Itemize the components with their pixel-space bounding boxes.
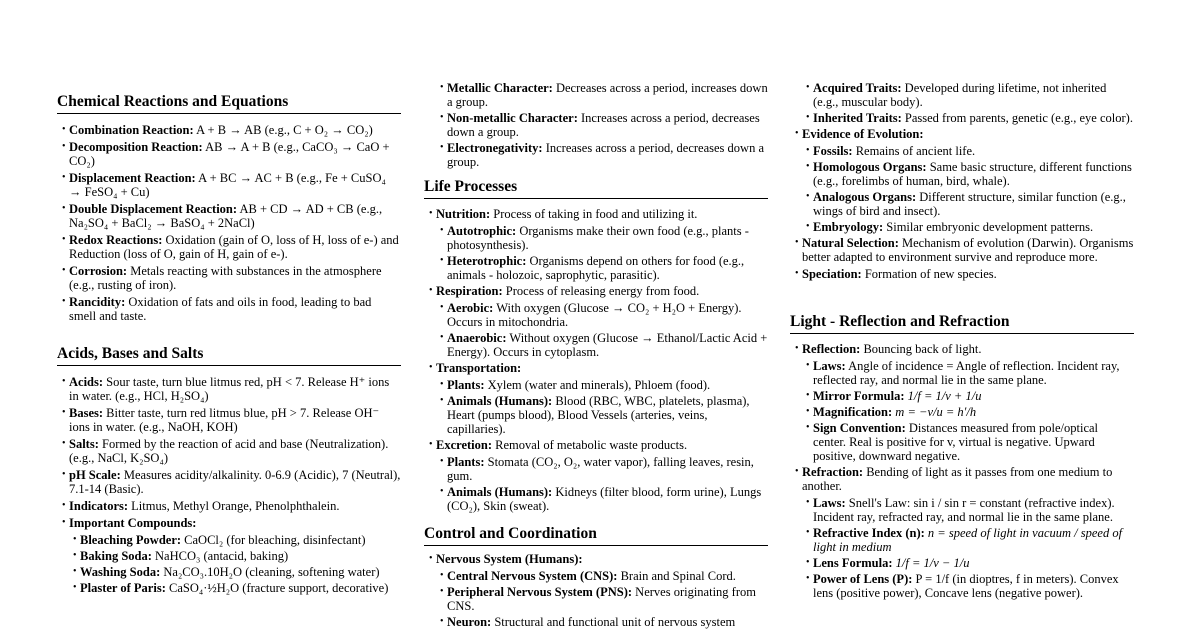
list-item: • Washing Soda: Na₂CO₃.10H₂O (cleaning, softening water) (57, 565, 401, 579)
list-item: • Laws: Angle of incidence = Angle of reflection. Incident ray, reflected ray, and normal lie in the same plane. (790, 359, 1134, 387)
list-item: • Nervous System (Humans): (424, 552, 768, 566)
list-light (790, 342, 1134, 602)
list-item: • Inherited Traits: Passed from parents, genetic (e.g., eye color). (790, 111, 1134, 125)
list-item: • Analogous Organs: Different structure, similar function (e.g., wings of bird and insect). (790, 190, 1134, 218)
list-chemical-reactions (57, 123, 401, 326)
list-item: • Lens Formula: 1/f = 1/v − 1/u (790, 556, 1134, 570)
list-life-processes (424, 207, 768, 515)
list-item: • Nutrition: Process of taking in food and utilizing it. (424, 207, 768, 221)
list-item: • Laws: Snell's Law: sin i / sin r = constant (refractive index). Incident ray, refracted ray, and normal lie in the same plane. (790, 496, 1134, 524)
list-item: • Refractive Index (n): n = speed of light in vacuum / speed of light in medium (790, 526, 1134, 554)
list-item: • Heterotrophic: Organisms depend on others for food (e.g., animals - holozoic, saprophytic, parasitic). (424, 254, 768, 282)
list-item: • Displacement Reaction: A + BC → AC + B (e.g., Fe + CuSO₄ → FeSO₄ + Cu) (57, 171, 401, 199)
list-item: • Magnification: m = −v/u = h′/h (790, 405, 1134, 419)
list-item: • Animals (Humans): Kidneys (filter blood, form urine), Lungs (CO₂), Skin (sweat). (424, 485, 768, 513)
list-item: • Aerobic: With oxygen (Glucose → CO₂ + H₂O + Energy). Occurs in mitochondria. (424, 301, 768, 329)
list-item: • Transportation: (424, 361, 768, 375)
section-title-chemical-reactions: Chemical Reactions and Equations (57, 93, 401, 114)
list-item: • Fossils: Remains of ancient life. (790, 144, 1134, 158)
list-item: • Rancidity: Oxidation of fats and oils in food, leading to bad smell and taste. (57, 295, 401, 323)
list-item: • Acquired Traits: Developed during lifetime, not inherited (e.g., muscular body). (790, 81, 1134, 109)
list-item: • Peripheral Nervous System (PNS): Nerves originating from CNS. (424, 585, 768, 613)
list-control-coordination (424, 552, 768, 631)
list-item: • Bleaching Powder: CaOCl₂ (for bleaching, disinfectant) (57, 533, 401, 547)
list-acids-bases (57, 375, 401, 597)
list-item: • Homologous Organs: Same basic structure, different functions (e.g., forelimbs of human, bird, whale). (790, 160, 1134, 188)
list-item: • Plaster of Paris: CaSO₄·½H₂O (fracture support, decorative) (57, 581, 401, 595)
list-item: • Central Nervous System (CNS): Brain and Spinal Cord. (424, 569, 768, 583)
list-item: • pH Scale: Measures acidity/alkalinity. 0-6.9 (Acidic), 7 (Neutral), 7.1-14 (Basic). (57, 468, 401, 496)
section-title-acids-bases: Acids, Bases and Salts (57, 345, 401, 366)
list-item: • Neuron: Structural and functional unit of nervous system (424, 615, 768, 629)
list-item: • Acids: Sour taste, turn blue litmus red, pH < 7. Release H⁺ ions in water. (e.g., HCl, H₂SO₄) (57, 375, 401, 403)
list-heredity-evolution (790, 81, 1134, 284)
list-item: • Natural Selection: Mechanism of evolution (Darwin). Organisms better adapted to environment survive and reproduce more. (790, 236, 1134, 264)
list-item: • Respiration: Process of releasing energy from food. (424, 284, 768, 298)
list-item: • Excretion: Removal of metabolic waste products. (424, 438, 768, 452)
list-item: • Embryology: Similar embryonic development patterns. (790, 220, 1134, 234)
list-item: • Important Compounds: (57, 516, 401, 530)
list-item: • Power of Lens (P): P = 1/f (in dioptres, f in meters). Convex lens (positive power), Concave lens (negative power). (790, 572, 1134, 600)
list-item: • Refraction: Bending of light as it passes from one medium to another. (790, 465, 1134, 493)
list-item: • Sign Convention: Distances measured from pole/optical center. Real is positive for v, virtual is negative. Upward positive, downward negative. (790, 421, 1134, 463)
list-item: • Salts: Formed by the reaction of acid and base (Neutralization). (e.g., NaCl, K₂SO₄) (57, 437, 401, 465)
section-title-control-coordination: Control and Coordination (424, 525, 768, 546)
list-item: • Anaerobic: Without oxygen (Glucose → Ethanol/Lactic Acid + Energy). Occurs in cytoplasm. (424, 331, 768, 359)
list-periodic-trends (424, 81, 768, 171)
list-item: • Bases: Bitter taste, turn red litmus blue, pH > 7. Release OH⁻ ions in water. (e.g., NaOH, KOH) (57, 406, 401, 434)
list-item: • Combination Reaction: A + B → AB (e.g., C + O₂ → CO₂) (57, 123, 401, 137)
list-item: • Baking Soda: NaHCO₃ (antacid, baking) (57, 549, 401, 563)
list-item: • Redox Reactions: Oxidation (gain of O, loss of H, loss of e-) and Reduction (loss of O, gain of H, gain of e-). (57, 233, 401, 261)
list-item: • Speciation: Formation of new species. (790, 267, 1134, 281)
section-title-light: Light - Reflection and Refraction (790, 313, 1134, 334)
list-item: • Non-metallic Character: Increases across a period, decreases down a group. (424, 111, 768, 139)
list-item: • Corrosion: Metals reacting with substances in the atmosphere (e.g., rusting of iron). (57, 264, 401, 292)
list-item: • Evidence of Evolution: (790, 127, 1134, 141)
list-item: • Mirror Formula: 1/f = 1/v + 1/u (790, 389, 1134, 403)
list-item: • Plants: Stomata (CO₂, O₂, water vapor), falling leaves, resin, gum. (424, 455, 768, 483)
list-item: • Animals (Humans): Blood (RBC, WBC, platelets, plasma), Heart (pumps blood), Blood Vessels (arteries, veins, capillaries). (424, 394, 768, 436)
list-item: • Plants: Xylem (water and minerals), Phloem (food). (424, 378, 768, 392)
list-item: • Electronegativity: Increases across a period, decreases down a group. (424, 141, 768, 169)
list-item: • Reflection: Bouncing back of light. (790, 342, 1134, 356)
list-item: • Decomposition Reaction: AB → A + B (e.g., CaCO₃ → CaO + CO₂) (57, 140, 401, 168)
list-item: • Double Displacement Reaction: AB + CD → AD + CB (e.g., Na₂SO₄ + BaCl₂ → BaSO₄ + 2NaCl) (57, 202, 401, 230)
list-item: • Indicators: Litmus, Methyl Orange, Phenolphthalein. (57, 499, 401, 513)
list-item: • Autotrophic: Organisms make their own food (e.g., plants - photosynthesis). (424, 224, 768, 252)
section-title-life-processes: Life Processes (424, 178, 768, 199)
list-item: • Metallic Character: Decreases across a period, increases down a group. (424, 81, 768, 109)
